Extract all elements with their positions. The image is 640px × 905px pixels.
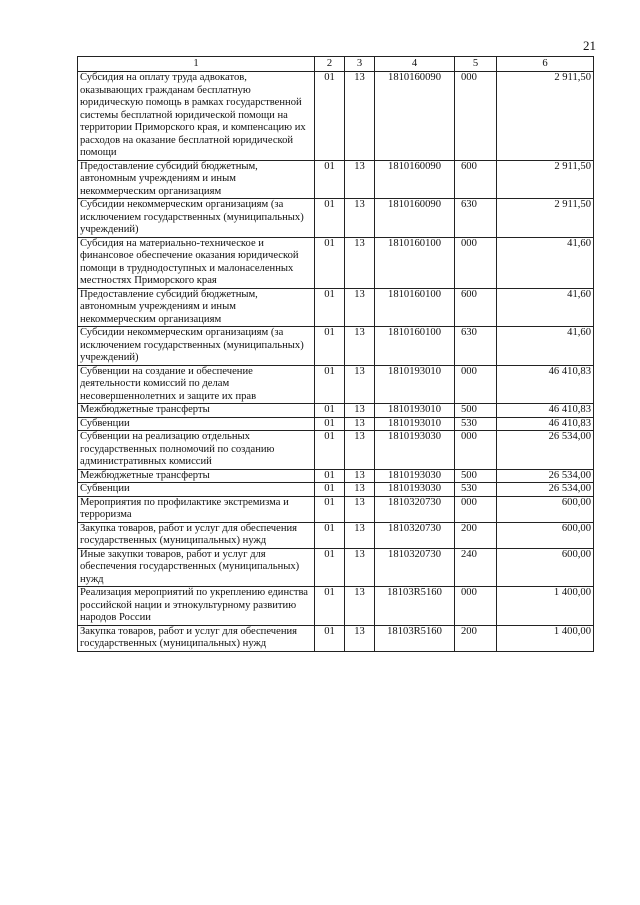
- header-col-6: 6: [497, 57, 594, 72]
- row-target-code: 1810193010: [375, 404, 455, 418]
- row-expense-type: 000: [455, 72, 497, 161]
- row-name: Межбюджетные трансферты: [78, 469, 315, 483]
- row-name: Межбюджетные трансферты: [78, 404, 315, 418]
- page-number: 21: [583, 38, 596, 53]
- row-subsection: 13: [345, 327, 375, 366]
- row-name: Субвенции на реализацию отдельных государственных полномочий по созданию административных комиссий: [78, 431, 315, 470]
- row-name: Закупка товаров, работ и услуг для обеспечения государственных (муниципальных) нужд: [78, 625, 315, 651]
- table-row: [78, 483, 594, 497]
- row-target-code: 1810193010: [375, 365, 455, 404]
- table-row: [78, 160, 594, 199]
- row-subsection: 13: [345, 587, 375, 626]
- row-amount: 41,60: [497, 288, 594, 327]
- row-section: 01: [315, 469, 345, 483]
- header-col-4: 4: [375, 57, 455, 72]
- header-col-5: 5: [455, 57, 497, 72]
- row-amount: 26 534,00: [497, 431, 594, 470]
- row-name: Субвенции: [78, 483, 315, 497]
- row-section: 01: [315, 160, 345, 199]
- row-expense-type: 000: [455, 431, 497, 470]
- row-amount: 41,60: [497, 237, 594, 288]
- row-subsection: 13: [345, 625, 375, 651]
- table-row: [78, 469, 594, 483]
- row-amount: 1 400,00: [497, 587, 594, 626]
- header-col-2: 2: [315, 57, 345, 72]
- row-name: Субсидия на материально-техническое и финансовое обеспечение оказания юридической помощи в труднодоступных и малонаселенных местностях Приморского края: [78, 237, 315, 288]
- row-expense-type: 240: [455, 548, 497, 587]
- row-amount: 2 911,50: [497, 72, 594, 161]
- row-section: 01: [315, 199, 345, 238]
- row-amount: 600,00: [497, 548, 594, 587]
- row-expense-type: 630: [455, 327, 497, 366]
- row-subsection: 13: [345, 160, 375, 199]
- row-target-code: 1810193030: [375, 431, 455, 470]
- row-name: Субвенции: [78, 417, 315, 431]
- row-section: 01: [315, 483, 345, 497]
- row-amount: 600,00: [497, 522, 594, 548]
- row-section: 01: [315, 417, 345, 431]
- row-expense-type: 600: [455, 160, 497, 199]
- row-expense-type: 000: [455, 587, 497, 626]
- table-row: [78, 72, 594, 161]
- table-header: [78, 57, 594, 72]
- row-expense-type: 630: [455, 199, 497, 238]
- row-target-code: 18103R5160: [375, 587, 455, 626]
- row-target-code: 1810193030: [375, 483, 455, 497]
- table-row: [78, 404, 594, 418]
- header-row: [78, 57, 594, 72]
- row-name: Предоставление субсидий бюджетным, автономным учреждениям и иным некоммерческим организациям: [78, 288, 315, 327]
- table-row: [78, 365, 594, 404]
- row-name: Мероприятия по профилактике экстремизма и терроризма: [78, 496, 315, 522]
- row-amount: 46 410,83: [497, 417, 594, 431]
- budget-table: [77, 56, 594, 652]
- row-expense-type: 000: [455, 237, 497, 288]
- row-section: 01: [315, 365, 345, 404]
- row-subsection: 13: [345, 237, 375, 288]
- row-subsection: 13: [345, 469, 375, 483]
- table-body: [78, 72, 594, 652]
- table-row: [78, 199, 594, 238]
- row-target-code: 1810320730: [375, 548, 455, 587]
- row-amount: 2 911,50: [497, 160, 594, 199]
- row-section: 01: [315, 237, 345, 288]
- row-target-code: 1810320730: [375, 496, 455, 522]
- row-target-code: 1810320730: [375, 522, 455, 548]
- row-amount: 1 400,00: [497, 625, 594, 651]
- row-amount: 46 410,83: [497, 365, 594, 404]
- row-target-code: 1810160100: [375, 288, 455, 327]
- row-subsection: 13: [345, 483, 375, 497]
- row-subsection: 13: [345, 288, 375, 327]
- row-target-code: 1810160100: [375, 327, 455, 366]
- row-section: 01: [315, 625, 345, 651]
- row-amount: 41,60: [497, 327, 594, 366]
- row-subsection: 13: [345, 365, 375, 404]
- table-row: [78, 496, 594, 522]
- header-col-1: 1: [78, 57, 315, 72]
- row-expense-type: 500: [455, 469, 497, 483]
- row-subsection: 13: [345, 199, 375, 238]
- row-target-code: 1810160090: [375, 160, 455, 199]
- table-row: [78, 417, 594, 431]
- table-row: [78, 327, 594, 366]
- row-amount: 26 534,00: [497, 483, 594, 497]
- row-target-code: 18103R5160: [375, 625, 455, 651]
- table-row: [78, 237, 594, 288]
- row-section: 01: [315, 288, 345, 327]
- row-name: Субсидии некоммерческим организациям (за исключением государственных (муниципальных) учреждений): [78, 199, 315, 238]
- row-name: Субвенции на создание и обеспечение деятельности комиссий по делам несовершеннолетних и защите их прав: [78, 365, 315, 404]
- row-section: 01: [315, 522, 345, 548]
- row-subsection: 13: [345, 431, 375, 470]
- table-row: [78, 522, 594, 548]
- row-section: 01: [315, 327, 345, 366]
- row-subsection: 13: [345, 496, 375, 522]
- row-target-code: 1810160090: [375, 199, 455, 238]
- row-subsection: 13: [345, 522, 375, 548]
- row-section: 01: [315, 72, 345, 161]
- row-name: Иные закупки товаров, работ и услуг для обеспечения государственных (муниципальных) нужд: [78, 548, 315, 587]
- row-expense-type: 000: [455, 496, 497, 522]
- row-expense-type: 200: [455, 625, 497, 651]
- table-row: [78, 431, 594, 470]
- table-row: [78, 587, 594, 626]
- header-col-3: 3: [345, 57, 375, 72]
- row-expense-type: 600: [455, 288, 497, 327]
- row-amount: 46 410,83: [497, 404, 594, 418]
- row-name: Субсидия на оплату труда адвокатов, оказывающих гражданам бесплатную юридическую помощь в рамках государственной системы бесплатной юридической помощи на территории Приморского края, и компенсацию их расходов на оказание бесплатной юридической помощи: [78, 72, 315, 161]
- row-expense-type: 500: [455, 404, 497, 418]
- row-name: Предоставление субсидий бюджетным, автономным учреждениям и иным некоммерческим организациям: [78, 160, 315, 199]
- row-subsection: 13: [345, 417, 375, 431]
- table-row: [78, 288, 594, 327]
- row-section: 01: [315, 431, 345, 470]
- row-target-code: 1810193010: [375, 417, 455, 431]
- row-subsection: 13: [345, 72, 375, 161]
- row-target-code: 1810160100: [375, 237, 455, 288]
- row-subsection: 13: [345, 548, 375, 587]
- table-row: [78, 625, 594, 651]
- row-section: 01: [315, 496, 345, 522]
- row-amount: 600,00: [497, 496, 594, 522]
- table-row: [78, 548, 594, 587]
- row-amount: 26 534,00: [497, 469, 594, 483]
- row-target-code: 1810193030: [375, 469, 455, 483]
- row-section: 01: [315, 587, 345, 626]
- row-section: 01: [315, 548, 345, 587]
- row-amount: 2 911,50: [497, 199, 594, 238]
- row-expense-type: 200: [455, 522, 497, 548]
- row-name: Закупка товаров, работ и услуг для обеспечения государственных (муниципальных) нужд: [78, 522, 315, 548]
- row-expense-type: 530: [455, 417, 497, 431]
- row-expense-type: 000: [455, 365, 497, 404]
- row-name: Реализация мероприятий по укреплению единства российской нации и этнокультурному развитию народов России: [78, 587, 315, 626]
- row-subsection: 13: [345, 404, 375, 418]
- row-expense-type: 530: [455, 483, 497, 497]
- row-section: 01: [315, 404, 345, 418]
- row-target-code: 1810160090: [375, 72, 455, 161]
- row-name: Субсидии некоммерческим организациям (за исключением государственных (муниципальных) учреждений): [78, 327, 315, 366]
